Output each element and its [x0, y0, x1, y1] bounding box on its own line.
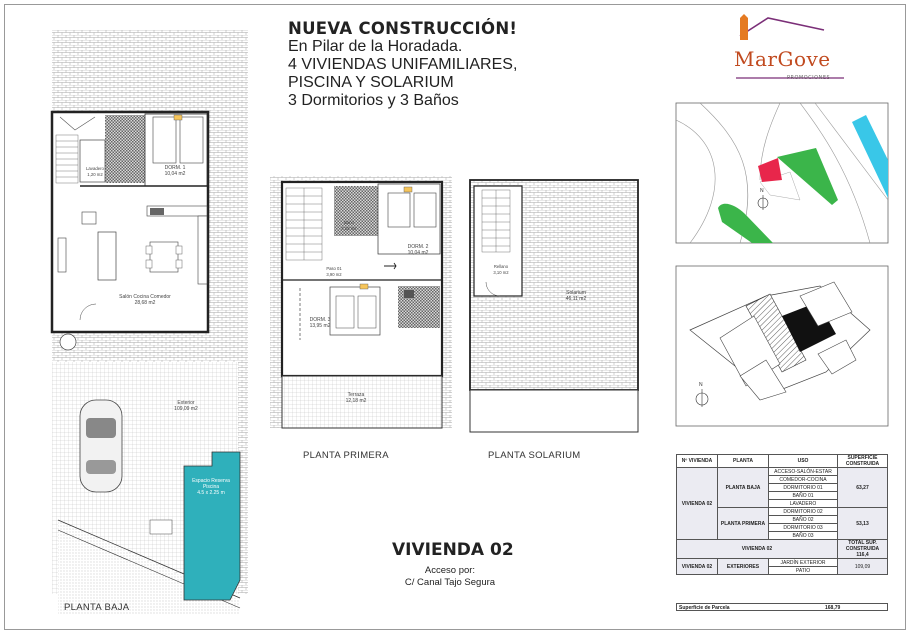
room-label-bano — [334, 220, 364, 232]
cell-vivienda: VIVIENDA 02 — [677, 468, 718, 540]
logo-name: MarGove — [734, 47, 831, 71]
parcela-label: Superficie de Parcela — [679, 605, 730, 611]
room-name: DORM. 2 — [407, 244, 429, 250]
room-area: 28,68 m2 — [134, 300, 156, 306]
th-vivienda: Nº VIVIENDA — [677, 455, 718, 468]
cell-uso: LAVADERO — [769, 500, 838, 508]
cell-sup-primera: 53,13 — [838, 508, 888, 540]
table-row — [677, 468, 888, 476]
cell-uso: BAÑO 03 — [769, 532, 838, 540]
th-uso: USO — [769, 455, 838, 468]
room-label-piscina — [186, 478, 236, 496]
room-area: 10,04 m2 — [407, 250, 429, 256]
room-area: 109,09 m2 — [174, 406, 198, 412]
room-area: 1,20 m2 — [87, 172, 103, 177]
vivienda-title: VIVIENDA 02 — [392, 540, 514, 560]
header-line-3: PISCINA Y SOLARIUM — [288, 74, 454, 91]
room-area: 4,28 m2 — [341, 226, 357, 231]
room-label-dorm3 — [300, 317, 340, 329]
car-icon — [80, 400, 122, 492]
planta-primera-plan — [270, 176, 452, 428]
room-name: Exterior — [177, 400, 195, 406]
table-row — [677, 559, 888, 567]
room-area: 10,04 m2 — [164, 171, 186, 177]
room-area: 3,10 m2 — [493, 270, 509, 275]
room-name: Terraza — [347, 392, 365, 398]
room-size: 4.5 x 2.25 m — [197, 490, 225, 496]
superficie-parcela-row — [676, 603, 888, 611]
room-area: 46,11 m2 — [565, 296, 587, 302]
pool-shape — [184, 452, 240, 600]
room-name: DORM. 3 — [309, 317, 331, 323]
room-label-exterior — [158, 400, 214, 412]
north-label-site: N — [699, 382, 703, 388]
room-name: Baño — [344, 220, 354, 225]
cell-uso: BAÑO 02 — [769, 516, 838, 524]
room-area: 3,90 m2 — [326, 272, 342, 277]
planta-baja-plan — [52, 30, 248, 615]
logo-subtitle: PROMOCIONES — [787, 75, 831, 81]
table-header-row — [677, 455, 888, 468]
cell-planta-baja: PLANTA BAJA — [718, 468, 769, 508]
room-name: Espacio Reserva Piscina — [192, 478, 230, 490]
room-label-lavadero — [78, 166, 112, 178]
access-info — [380, 565, 520, 589]
room-name: Rellano — [493, 264, 509, 269]
room-area: 12,18 m2 — [345, 398, 367, 404]
header-line-2: 4 VIVIENDAS UNIFAMILIARES, — [288, 56, 518, 73]
total-value: 116,4 — [856, 552, 869, 558]
room-label-paso — [318, 266, 350, 278]
room-name: Lavadero — [86, 166, 104, 171]
room-label-rellano — [484, 264, 518, 276]
header-title: NUEVA CONSTRUCCIÓN! — [288, 19, 518, 38]
plan-title-baja: PLANTA BAJA — [64, 602, 130, 613]
room-label-salon — [100, 294, 190, 306]
cell-uso: DORMITORIO 03 — [769, 524, 838, 532]
cell-uso: DORMITORIO 02 — [769, 508, 838, 516]
header-line-4: 3 Dormitorios y 3 Baños — [288, 92, 459, 109]
planta-solarium-plan — [470, 180, 638, 432]
room-name: Solarium — [566, 290, 586, 296]
room-label-dorm1 — [150, 165, 200, 177]
surface-table — [676, 454, 888, 575]
cell-uso: ACCESO-SALÓN-ESTAR — [769, 468, 838, 476]
cell-uso: COMEDOR-COCINA — [769, 476, 838, 484]
cell-sup-ext: 109,09 — [838, 559, 888, 575]
location-map — [676, 103, 888, 243]
plan-title-primera: PLANTA PRIMERA — [303, 450, 389, 461]
room-label-solarium — [556, 290, 596, 302]
access-label: Acceso por: — [424, 565, 476, 576]
room-name: Salón Cocina Comedor — [119, 294, 171, 300]
cell-uso: JARDÍN EXTERIOR — [769, 559, 838, 567]
room-area: 13,95 m2 — [309, 323, 331, 329]
th-superficie: SUPERFICIE CONSTRUIDA — [838, 455, 888, 468]
parcela-value: 168,79 — [825, 605, 841, 611]
margove-logo — [734, 16, 846, 86]
project-header — [288, 20, 517, 110]
site-plan — [676, 266, 888, 426]
cell-total — [838, 540, 888, 559]
cell-sup-baja: 63,27 — [838, 468, 888, 508]
cell-planta-primera: PLANTA PRIMERA — [718, 508, 769, 540]
cell-exteriores: EXTERIORES — [718, 559, 769, 575]
header-line-1: En Pilar de la Horadada. — [288, 38, 463, 55]
room-label-dorm2 — [398, 244, 438, 256]
north-label-map: N — [760, 188, 764, 194]
plan-title-solarium: PLANTA SOLARIUM — [488, 450, 581, 461]
cell-vivienda-ext: VIVIENDA 02 — [677, 559, 718, 575]
cell-uso: BAÑO 01 — [769, 492, 838, 500]
cell-uso: DORMITORIO 01 — [769, 484, 838, 492]
access-street: C/ Canal Tajo Segura — [404, 577, 496, 588]
cell-uso: PATIO — [769, 567, 838, 575]
room-name: DORM. 1 — [164, 165, 186, 171]
table-total-row — [677, 540, 888, 559]
th-planta: PLANTA — [718, 455, 769, 468]
room-name: Paso 01 — [326, 266, 342, 271]
cell-vivienda-total: VIVIENDA 02 — [677, 540, 838, 559]
room-label-terraza — [336, 392, 376, 404]
total-label: TOTAL SUP. CONSTRUIDA — [845, 540, 880, 552]
